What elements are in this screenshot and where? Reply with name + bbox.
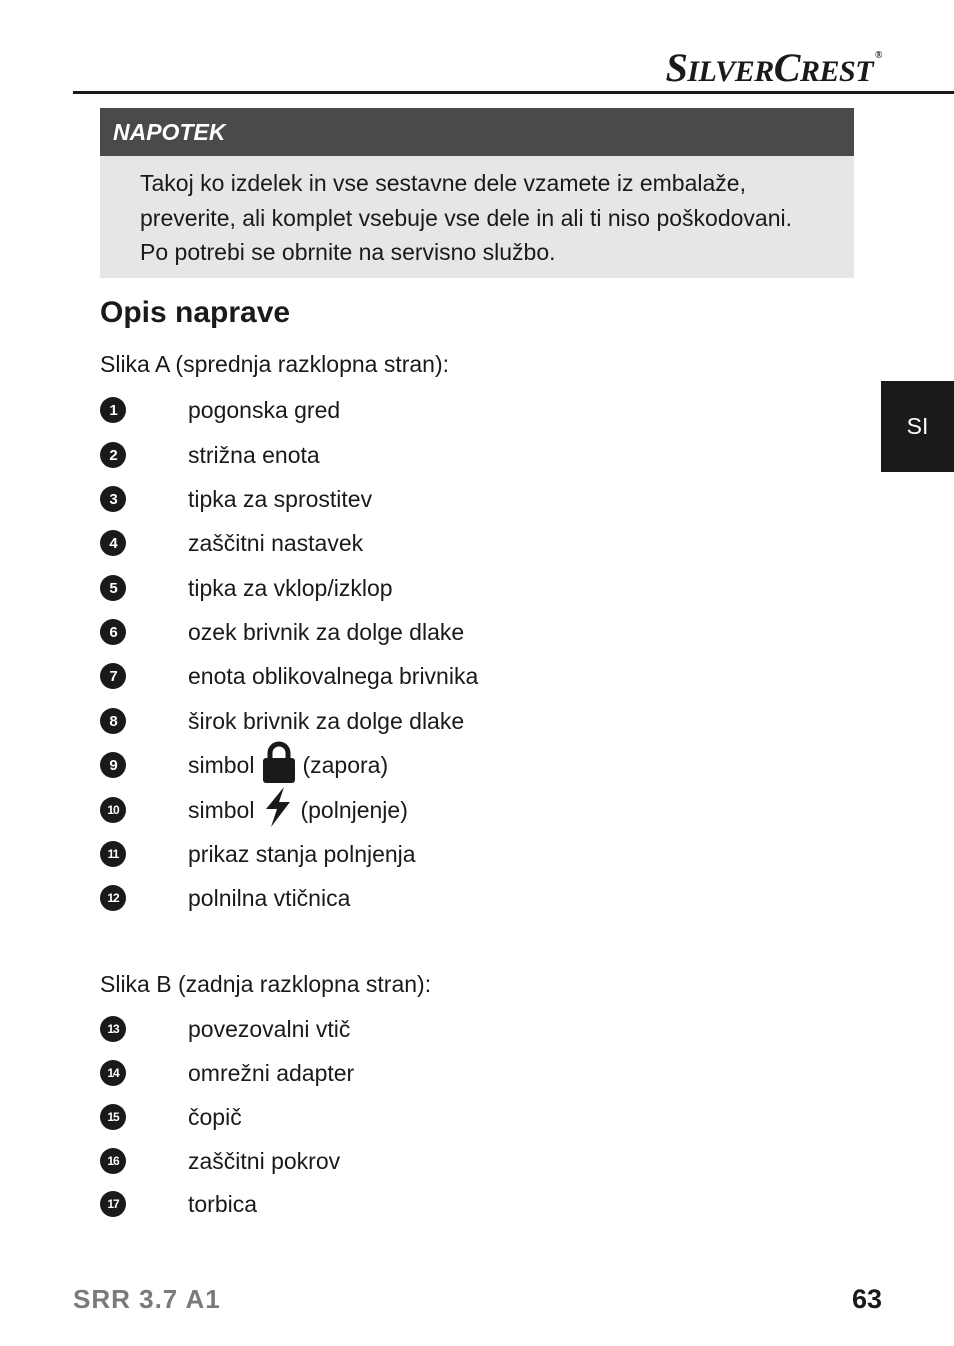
item-text: (zapora) [302, 751, 389, 778]
item-number: 1 [100, 397, 126, 423]
item-label: pogonska gred [188, 396, 341, 423]
item-number: 16 [100, 1148, 126, 1174]
item-number: 14 [100, 1060, 126, 1086]
lock-icon [262, 741, 296, 789]
item-label: torbica [188, 1190, 258, 1217]
list-item [100, 528, 364, 558]
page-number: 63 [851, 1284, 882, 1314]
lightning-icon [262, 787, 294, 833]
item-text: (polnjenje) [300, 796, 408, 823]
list-item [100, 395, 341, 425]
list-item [100, 661, 479, 691]
language-tab-label: SI [906, 413, 929, 439]
item-label: širok brivnik za dolge dlake [188, 707, 465, 734]
note-title: NAPOTEK [100, 108, 854, 156]
item-number: 13 [100, 1016, 126, 1042]
section-title: Opis naprave [100, 296, 291, 329]
item-label: čopič [188, 1103, 242, 1130]
brand-letters: ILVER [687, 55, 774, 88]
brand-letters: REST [799, 55, 874, 88]
item-label: povezovalni vtič [188, 1015, 351, 1042]
list-item [100, 795, 408, 825]
item-text: simbol [188, 751, 255, 778]
list-item [100, 1189, 258, 1219]
item-label: omrežni adapter [188, 1059, 355, 1086]
list-item [100, 1058, 355, 1088]
brand-letter: S [665, 45, 688, 90]
list-item [100, 573, 393, 603]
footer-model: SRR 3.7 A1 [73, 1284, 221, 1314]
list-item [100, 440, 320, 470]
list-item [100, 1102, 242, 1132]
item-label: strižna enota [188, 441, 320, 468]
list-item [100, 1146, 341, 1176]
item-label: zaščitni nastavek [188, 529, 364, 556]
item-label: ozek brivnik za dolge dlake [188, 618, 465, 645]
language-tab [881, 381, 954, 472]
item-number: 11 [100, 841, 126, 867]
item-number: 7 [100, 663, 126, 689]
note-body [100, 156, 854, 278]
note-box [100, 108, 854, 278]
item-label [188, 795, 408, 825]
registered-mark: ® [875, 50, 882, 61]
figure-a-caption: Slika A (sprednja razklopna stran): [100, 351, 450, 377]
item-number: 12 [100, 885, 126, 911]
note-line: Po potrebi se obrnite na servisno službo. [140, 239, 556, 265]
list-item [100, 1014, 351, 1044]
list-item [100, 617, 465, 647]
list-item [100, 839, 416, 869]
item-label: tipka za sprostitev [188, 485, 373, 512]
item-text: simbol [188, 796, 255, 823]
item-number: 4 [100, 530, 126, 556]
item-number: 2 [100, 442, 126, 468]
item-number: 17 [100, 1191, 126, 1217]
item-label: enota oblikovalnega brivnika [188, 662, 479, 689]
item-number: 15 [100, 1104, 126, 1130]
list-item [100, 750, 389, 780]
item-number: 10 [100, 797, 126, 823]
note-line: preverite, ali komplet vsebuje vse dele in ali ti niso poškodovani. [140, 204, 793, 231]
item-number: 3 [100, 486, 126, 512]
list-item [100, 484, 373, 514]
list-item [100, 706, 465, 736]
brand-letter: C [773, 45, 800, 90]
item-label: zaščitni pokrov [188, 1147, 341, 1174]
item-label [188, 750, 388, 780]
item-number: 8 [100, 708, 126, 734]
item-number: 6 [100, 619, 126, 645]
item-number: 5 [100, 575, 126, 601]
item-label: tipka za vklop/izklop [188, 574, 393, 601]
header-rule [73, 91, 954, 94]
note-line: Takoj ko izdelek in vse sestavne dele vzamete iz embalaže, [140, 170, 746, 196]
item-label: prikaz stanja polnjenja [188, 840, 416, 867]
figure-b-caption: Slika B (zadnja razklopna stran): [100, 971, 432, 997]
list-item [100, 883, 351, 913]
brand-logo [666, 44, 880, 91]
item-number: 9 [100, 752, 126, 778]
item-label: polnilna vtičnica [188, 884, 351, 911]
